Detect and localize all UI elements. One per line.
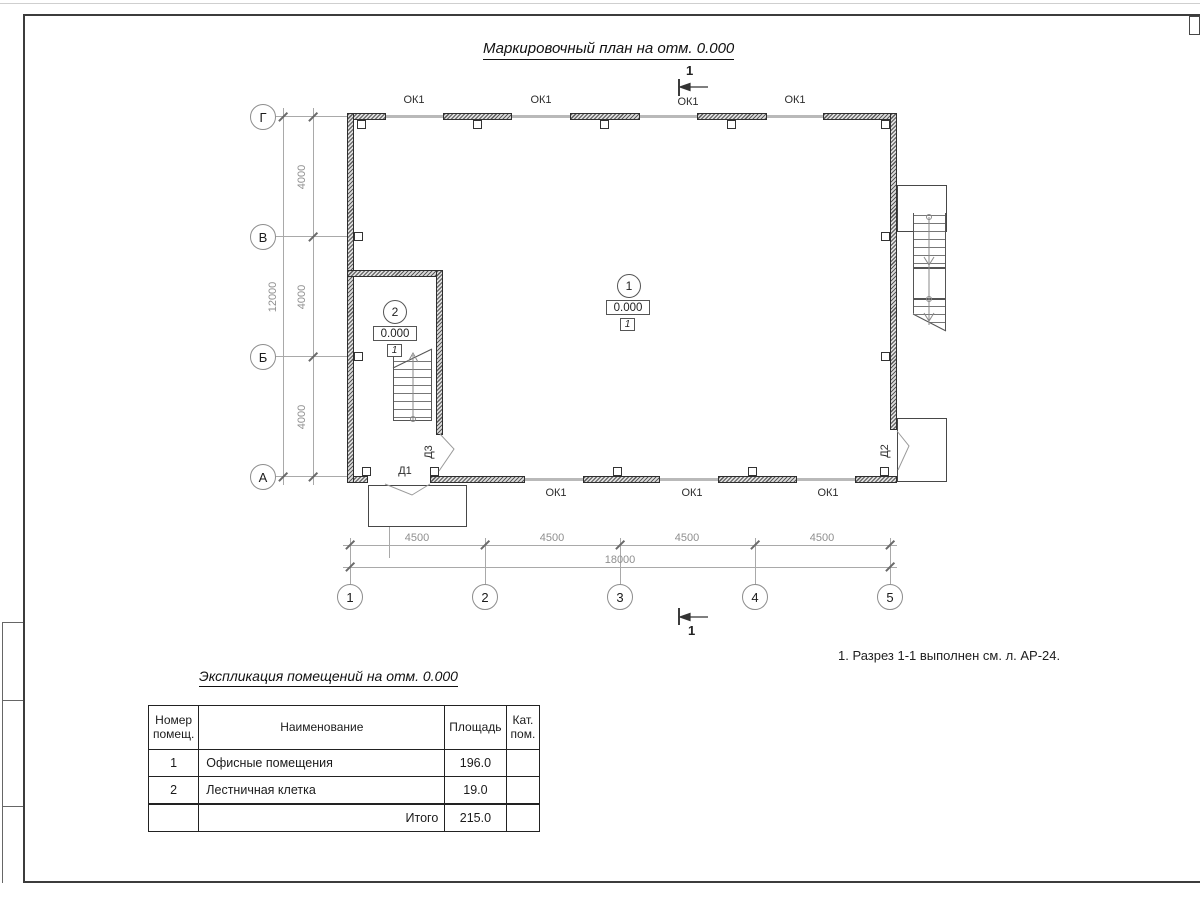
header-category: Кат. пом. — [506, 706, 540, 750]
room-2-elevation: 0.000 — [373, 326, 417, 341]
dim-18000: 18000 — [604, 554, 636, 566]
window-tag: ОК1 — [530, 94, 552, 106]
table-title: Экспликация помещений на отм. 0.000 — [199, 668, 458, 687]
axis-bubble-a: А — [250, 464, 276, 490]
table-row — [149, 750, 540, 777]
axis-bubble-3: 3 — [607, 584, 633, 610]
section-arrowhead-bottom — [680, 614, 690, 621]
door-tag-d2: Д2 — [879, 444, 891, 458]
table-total-row — [149, 804, 540, 832]
section-mark-bottom-label: 1 — [688, 623, 696, 638]
room-2-number: 2 — [383, 300, 407, 324]
door-tag-d1: Д1 — [398, 465, 412, 477]
room-1-elevation: 0.000 — [606, 300, 650, 315]
section-arrowhead-top — [680, 84, 690, 91]
room-2-floor-type: 1 — [387, 344, 402, 357]
dim-4500: 4500 — [674, 532, 700, 544]
cell-room-area: 196.0 — [445, 750, 506, 777]
door-tag-d3: Д3 — [423, 445, 435, 459]
axis-bubble-2: 2 — [472, 584, 498, 610]
cell-total-label: Итого — [199, 804, 445, 832]
explication-table — [148, 705, 540, 832]
cell-room-name: Офисные помещения — [199, 750, 445, 777]
axis-bubble-4: 4 — [742, 584, 768, 610]
header-area: Площадь — [445, 706, 506, 750]
cell-empty — [149, 804, 199, 832]
cell-room-number: 2 — [149, 777, 199, 805]
window-tag: ОК1 — [681, 487, 703, 499]
axis-bubble-b: Б — [250, 344, 276, 370]
door-swing-d1 — [385, 484, 430, 495]
room-1-floor-type: 1 — [620, 318, 635, 331]
dim-4000: 4000 — [296, 164, 308, 190]
axis-bubble-5: 5 — [877, 584, 903, 610]
cell-room-area: 19.0 — [445, 777, 506, 805]
cell-empty — [506, 804, 540, 832]
dim-4000: 4000 — [296, 284, 308, 310]
room-1-number: 1 — [617, 274, 641, 298]
dim-4500: 4500 — [809, 532, 835, 544]
cell-total-area: 215.0 — [445, 804, 506, 832]
door-swing-d2 — [897, 431, 909, 470]
drawing-title: Маркировочный план на отм. 0.000 — [483, 40, 734, 60]
window-tag: ОК1 — [677, 96, 699, 108]
cell-room-cat — [506, 777, 540, 805]
axis-bubble-1: 1 — [337, 584, 363, 610]
door-swing-d3 — [439, 434, 454, 471]
section-mark-top-label: 1 — [686, 63, 694, 78]
dim-4000: 4000 — [296, 404, 308, 430]
dim-4500: 4500 — [404, 532, 430, 544]
window-tag: ОК1 — [403, 94, 425, 106]
cell-room-number: 1 — [149, 750, 199, 777]
cell-room-name: Лестничная клетка — [199, 777, 445, 805]
window-tag: ОК1 — [545, 487, 567, 499]
dim-12000: 12000 — [267, 281, 279, 313]
window-tag: ОК1 — [817, 487, 839, 499]
header-room-number: Номер помещ. — [149, 706, 199, 750]
window-tag: ОК1 — [784, 94, 806, 106]
table-row — [149, 777, 540, 805]
cell-room-cat — [506, 750, 540, 777]
dim-4500: 4500 — [539, 532, 565, 544]
axis-bubble-v: В — [250, 224, 276, 250]
sheet-note: 1. Разрез 1-1 выполнен см. л. АР-24. — [838, 648, 1061, 663]
table-header-row — [149, 706, 540, 750]
axis-bubble-g: Г — [250, 104, 276, 130]
header-name: Наименование — [199, 706, 445, 750]
